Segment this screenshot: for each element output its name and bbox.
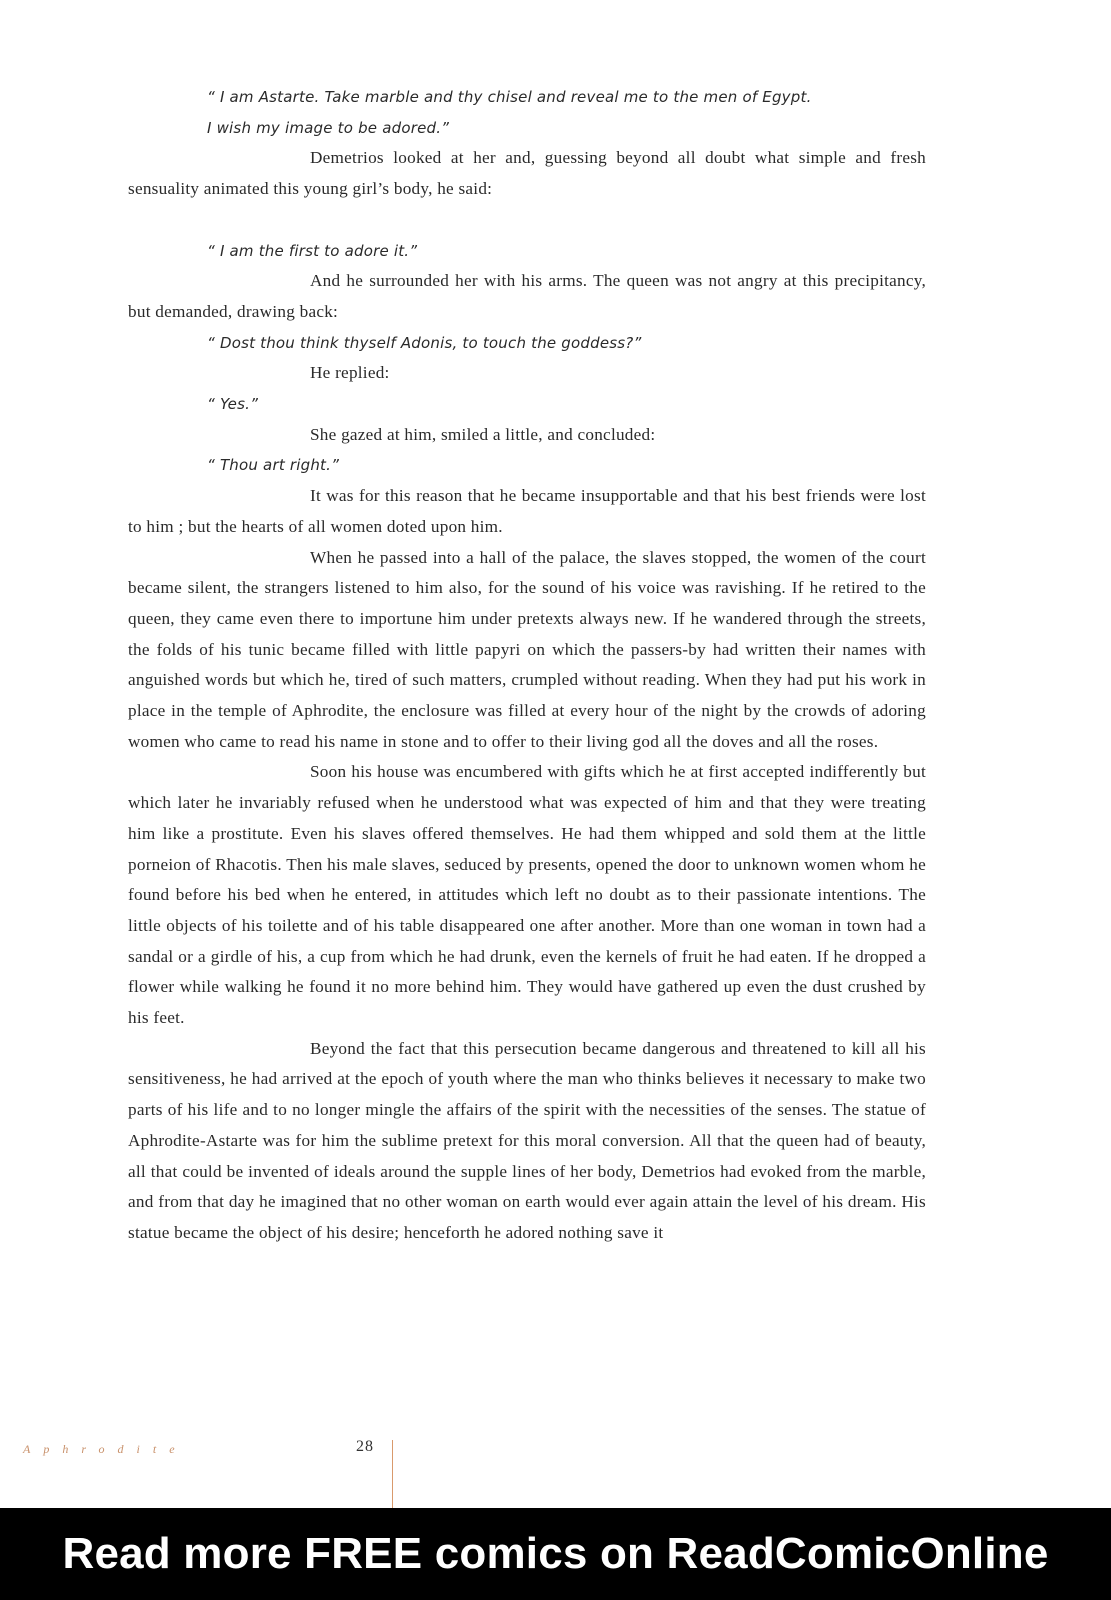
dialogue-line: “ Yes.” <box>207 395 259 414</box>
page-body-text <box>128 82 926 1249</box>
page-number: 28 <box>356 1438 374 1455</box>
paragraph: She gazed at him, smiled a little, and concluded: <box>310 424 656 444</box>
blank-line <box>128 205 926 236</box>
paragraph: Beyond the fact that this persecution became dangerous and threatened to kill all his sensitiveness, he had arrived at the epoch of youth where the man who thinks believes it necessary to make two parts of his life and to no longer mingle the affairs of the spirit with the necessities of the senses. The statue of Aphrodite-Astarte was for him the sublime pretext for this moral conversion. All that the queen had of beauty, all that could be invented of ideals around the supple lines of her body, Demetrios had evoked from the marble, and from that day he imagined that no other woman on earth would ever again attain the level of his dream. His statue became the object of his desire; henceforth he adored nothing save it <box>128 1038 926 1242</box>
dialogue-line: I wish my image to be adored.” <box>207 118 450 137</box>
running-title: Aphrodite <box>23 1442 188 1456</box>
paragraph: It was for this reason that he became insupportable and that his best friends were lost to him ; but the hearts of all women doted upon him. <box>128 486 926 536</box>
paragraph: When he passed into a hall of the palace, the slaves stopped, the women of the court became silent, the strangers listened to him also, for the sound of his voice was ravishing. If he retired to the queen, they came even there to importune him under pretexts always new. If he wandered through the streets, the folds of his tunic became filled with little papyri on which the passers-by had written their names with anguished words but which he, tired of such matters, crumpled without reading. When they had put his work in place in the temple of Aphrodite, the enclosure was filled at every hour of the night by the crowds of adoring women who came to read his name in stone and to offer to their living god all the doves and all the roses. <box>128 547 926 751</box>
promo-banner-text[interactable]: Read more FREE comics on ReadComicOnline <box>62 1529 1049 1578</box>
footer-divider <box>392 1440 393 1508</box>
dialogue-line: “ Dost thou think thyself Adonis, to touch the goddess?” <box>207 333 642 352</box>
paragraph: Demetrios looked at her and, guessing beyond all doubt what simple and fresh sensuality animated this young girl’s body, he said: <box>128 148 926 199</box>
dialogue-line: “ Thou art right.” <box>207 456 340 475</box>
paragraph: He replied: <box>310 363 390 383</box>
paragraph: And he surrounded her with his arms. The queen was not angry at this precipitancy, but demanded, drawing back: <box>128 271 926 321</box>
dialogue-line: “ I am the first to adore it.” <box>207 241 418 260</box>
promo-banner[interactable] <box>0 1508 1111 1600</box>
paragraph: Soon his house was encumbered with gifts which he at first accepted indifferently but which later he invariably refused when he understood what was expected of him and that they were treating him like a prostitute. Even his slaves offered themselves. He had them whipped and sold them at the little porneion of Rhacotis. Then his male slaves, seduced by presents, opened the door to unknown women whom he found before his bed when he entered, in attitudes which left no doubt as to their passionate intentions. The little objects of his toilette and of his table disappeared one after another. More than one woman in town had a sandal or a girdle of his, a cup from which he had drunk, even the kernels of fruit he had eaten. If he dropped a flower while walking he found it no more behind him. They would have gathered up even the dust crushed by his feet. <box>128 762 926 1028</box>
dialogue-line: “ I am Astarte. Take marble and thy chisel and reveal me to the men of Egypt. <box>207 88 812 106</box>
